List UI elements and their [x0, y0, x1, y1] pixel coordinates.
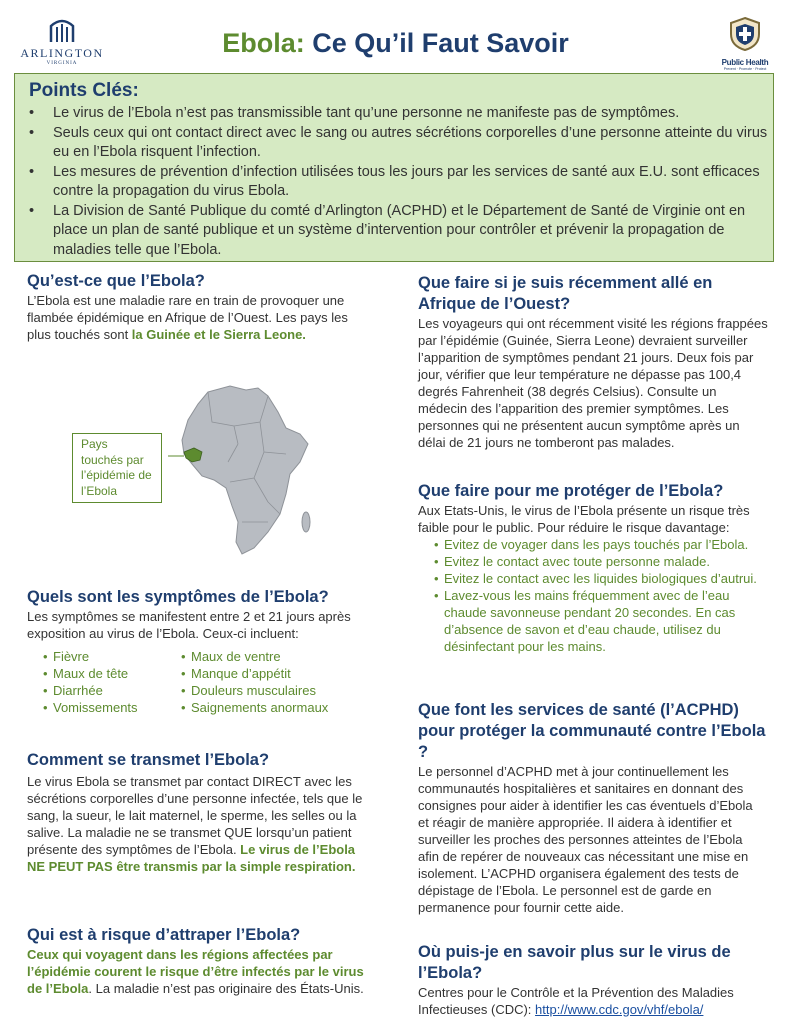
acphd-text: Le personnel d’ACPHD met à jour continuellement les communautés hospitalières et sanitaires en donnant des consignes pour aider à identifier les cas éventuels d’Ebola et réagir de manière appropriée. Il aidera à identifier et surveiller les proches des personnes atteintes de l’Ebola afin de repérer de nouveaux cas nécessitant une mise en isolement. L’ACPHD organisera également des tests de dépistage de l’Ebola. Le personnel est de garde en permanence pour fournir cette aide. — [418, 764, 753, 915]
key-points-list — [15, 104, 773, 260]
what-is-highlight: la Guinée et le Sierra Leone. — [131, 327, 306, 342]
symptoms-list-2 — [181, 648, 328, 716]
key-points-box — [14, 73, 774, 262]
protect-item: • Evitez de voyager dans les pays touchés par l’Ebola. — [434, 536, 774, 553]
risk-highlight: Ceux qui voyagent dans les régions affectées par l’épidémie courent le risque d’être infectés par le virus de l’Ebola — [27, 947, 364, 996]
logo-left-name: ARLINGTON — [20, 46, 104, 60]
logo-left-sub: VIRGINIA — [46, 61, 78, 66]
key-point-item: • Seuls ceux qui ont contact direct avec le sang ou autres sécrétions corporelles d’une personne atteinte du virus eu en l’Ebola risquent l’infection. — [53, 124, 773, 163]
symptom-item: • Vomissements — [43, 699, 181, 716]
protect-item: • Evitez le contact avec toute personne malade. — [434, 553, 774, 570]
logo-right-sub: Prevent · Promote · Protect — [723, 67, 767, 71]
what-is-body: L’Ebola est une maladie rare en train de provoquer une flambée épidémique en Afrique de l’Ouest. Les pays les plus touchés sont — [27, 293, 348, 342]
symptoms-section — [27, 587, 372, 716]
protect-list — [418, 536, 774, 655]
africa-shape — [182, 386, 308, 554]
transmission-heading: Comment se transmet l’Ebola? — [27, 751, 270, 769]
travel-section — [418, 273, 768, 451]
symptom-item: • Manque d’appétit — [181, 665, 328, 682]
madagascar-shape — [302, 512, 310, 532]
symptom-item: • Maux de ventre — [181, 648, 328, 665]
acphd-section — [418, 700, 773, 916]
protect-text: Aux Etats-Unis, le virus de l’Ebola présente un risque très faible pour le public. Pour réduire le risque davantage: — [418, 503, 750, 535]
symptom-item: • Fièvre — [43, 648, 181, 665]
key-point-item: • Le virus de l’Ebola n’est pas transmissible tant qu’une personne ne manifeste pas de symptômes. — [53, 104, 773, 124]
cdc-link[interactable]: http://www.cdc.gov/vhf/ebola/ — [535, 1002, 704, 1017]
symptoms-text: Les symptômes se manifestent entre 2 et 21 jours après exposition au virus de l’Ebola. Ceux-ci incluent: — [27, 609, 351, 641]
more-info-text — [418, 984, 773, 1018]
africa-map — [168, 382, 318, 562]
transmission-highlight: Le virus de l’Ebola NE PEUT PAS être transmis par la simple respiration. — [27, 842, 356, 874]
public-health-logo — [712, 16, 778, 70]
symptom-item: • Saignements anormaux — [181, 699, 328, 716]
what-is-section — [27, 271, 372, 343]
symptoms-lists — [27, 648, 372, 716]
protect-section — [418, 481, 778, 655]
transmission-section — [27, 750, 367, 875]
title-accent: Ebola: — [222, 28, 305, 58]
risk-text — [27, 946, 367, 997]
symptoms-list-1 — [43, 648, 181, 716]
symptom-item: • Maux de tête — [43, 665, 181, 682]
title-rest: Ce Qu’il Faut Savoir — [304, 28, 569, 58]
more-info-heading: Où puis-je en savoir plus sur le virus de l’Ebola? — [418, 943, 731, 982]
transmission-body: Le virus Ebola se transmet par contact DIRECT avec les sécrétions corporelles d’une personne infectée, tels que le sang, la sueur, le lait maternel, le sperme, les selles ou la salive. La maladie ne se transmet QUE lorsqu’un patient présente des symptômes de l’Ebola. — [27, 774, 363, 857]
what-is-heading: Qu’est-ce que l’Ebola? — [27, 272, 205, 290]
acphd-heading: Que font les services de santé (l’ACPHD) pour protéger la communauté contre l’Ebola ? — [418, 701, 766, 761]
map-callout: Pays touchés par l’épidémie de l’Ebola — [72, 433, 162, 503]
logo-right-name: Public Health — [721, 58, 769, 67]
travel-text: Les voyageurs qui ont récemment visité les régions frappées par l’épidémie (Guinée, Sierra Leone) devraient surveiller l’apparition de symptômes pendant 21 jours. Deux fois par jour, vérifier que leur température ne dépasse pas 100,4 degrés Fahrenheit (38 degrés Celsius). Consulte un médecin des l’apparition des premier symptômes. Les personnes qui ne présentent aucun symptôme après un délai de 21 jours ne tomberont pas malades. — [418, 316, 768, 450]
symptom-item: • Douleurs musculaires — [181, 682, 328, 699]
what-is-text — [27, 292, 372, 343]
protect-item: • Evitez le contact avec les liquides biologiques d’autrui. — [434, 570, 774, 587]
key-points-heading: Points Clés: — [29, 80, 139, 101]
more-info-section — [418, 942, 773, 1018]
risk-heading: Qui est à risque d’attraper l’Ebola? — [27, 926, 301, 944]
protect-heading: Que faire pour me protéger de l’Ebola? — [418, 482, 724, 500]
key-point-item: • Les mesures de prévention d’infection utilisées tous les jours par les services de santé aux E.U. sont efficaces contre la propagation du virus Ebola. — [53, 163, 773, 202]
transmission-text — [27, 773, 367, 875]
protect-item: • Lavez-vous les mains fréquemment avec de l’eau chaude savonneuse pendant 20 secondes. En cas d’absence de savon et d’eau chaude, utilisez du désinfectant pour les mains. — [434, 587, 774, 655]
more-info-body: Centres pour le Contrôle et la Prévention des Maladies Infectieuses (CDC): — [418, 985, 734, 1017]
travel-heading: Que faire si je suis récemment allé en Afrique de l’Ouest? — [418, 274, 713, 313]
risk-section — [27, 925, 367, 997]
risk-body: . La maladie n’est pas originaire des États-Unis. — [88, 981, 364, 996]
key-point-item: • La Division de Santé Publique du comté d’Arlington (ACPHD) et le Département de Santé de Virginie ont en place un plan de santé publique et un système d’intervention pour contrôler et prévenir la propagation de maladies telle que l’Ebola. — [53, 202, 773, 261]
symptoms-heading: Quels sont les symptômes de l’Ebola? — [27, 588, 329, 606]
symptom-item: • Diarrhée — [43, 682, 181, 699]
shield-icon — [728, 16, 762, 52]
page-title — [0, 28, 791, 59]
